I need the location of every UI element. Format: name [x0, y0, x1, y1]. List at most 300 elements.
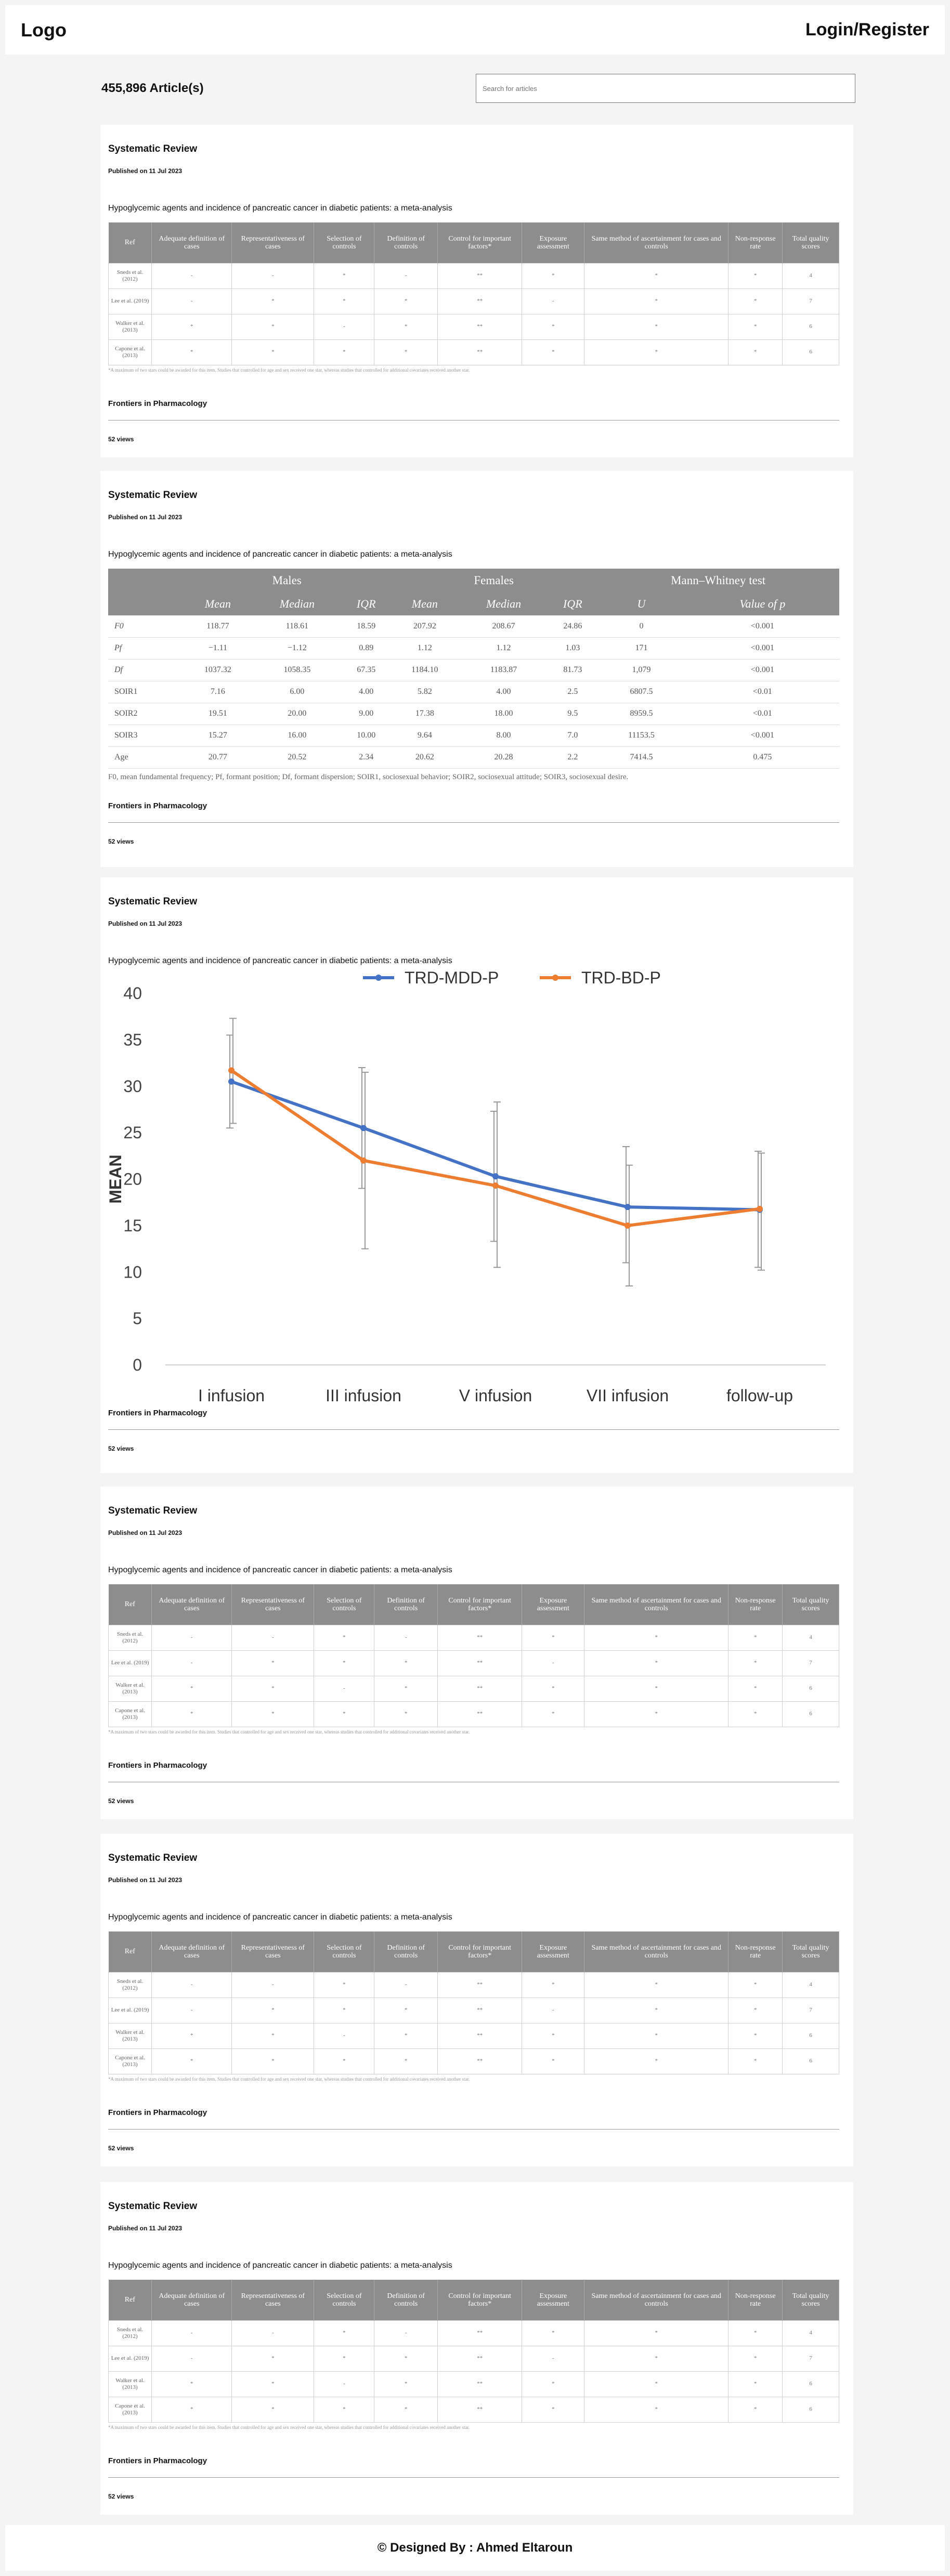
- column-header: Total quality scores: [783, 222, 839, 263]
- table-cell: -: [314, 2023, 374, 2048]
- table-row: [109, 339, 839, 365]
- legend-marker: [375, 975, 382, 981]
- table-cell: *: [314, 263, 374, 288]
- table-cell: Capone et al. (2013): [109, 2048, 152, 2074]
- column-header: Non-response rate: [728, 2280, 783, 2320]
- column-header: Ref: [109, 222, 152, 263]
- table-cell: **: [438, 1701, 522, 1727]
- table-cell: 8959.5: [597, 703, 685, 725]
- column-header: Same method of ascertainment for cases and controls: [584, 2280, 728, 2320]
- table-cell: 1058.35: [252, 659, 342, 681]
- divider: [108, 2477, 839, 2478]
- table-cell: *: [584, 2397, 728, 2422]
- table-row: [109, 1972, 839, 1997]
- view-count: 52 views: [108, 2145, 134, 2152]
- table-cell: *: [374, 339, 438, 365]
- table-cell: 81.73: [549, 659, 597, 681]
- table-cell: -: [314, 2371, 374, 2397]
- table-cell: 0.475: [686, 746, 839, 768]
- legend-label: TRD-MDD-P: [405, 968, 499, 987]
- table-cell: *: [374, 2023, 438, 2048]
- table-row: [108, 681, 839, 703]
- table-cell: *: [522, 2048, 584, 2074]
- table-cell: *: [728, 263, 783, 288]
- column-header: Control for important factors*: [438, 1931, 522, 1972]
- row-label: Pf: [108, 637, 183, 659]
- x-tick-label: V infusion: [459, 1386, 532, 1405]
- column-header: Total quality scores: [783, 2280, 839, 2320]
- article-title[interactable]: Hypoglycemic agents and incidence of pancreatic cancer in diabetic patients: a meta-analysis: [108, 2261, 452, 2270]
- table-footnote: *A maximum of two stars could be awarded for this item. Studies that controlled for age and sex received one star, whereas studies that controlled for additional covariates received another star.: [108, 2424, 470, 2430]
- table-cell: -: [314, 1676, 374, 1701]
- column-header: Definition of controls: [374, 2280, 438, 2320]
- journal-name[interactable]: Frontiers in Pharmacology: [108, 1409, 207, 1417]
- column-header: Adequate definition of cases: [152, 1584, 232, 1625]
- table-cell: *: [584, 2346, 728, 2371]
- table-cell: *: [584, 1997, 728, 2023]
- table-cell: Lee et al. (2019): [109, 288, 152, 314]
- table-row: [109, 1676, 839, 1701]
- table-cell: *: [374, 2346, 438, 2371]
- article-card[interactable]: [100, 1834, 853, 2166]
- voice-measures-table: [108, 569, 839, 769]
- article-card[interactable]: [100, 2182, 853, 2515]
- article-figure: [108, 970, 839, 1404]
- table-cell: 6: [783, 1701, 839, 1727]
- table-cell: *: [728, 1701, 783, 1727]
- table-cell: 1.12: [459, 637, 549, 659]
- table-cell: Capone et al. (2013): [109, 2397, 152, 2422]
- table-cell: <0.001: [686, 659, 839, 681]
- table-cell: −1.11: [183, 637, 252, 659]
- group-header: Males: [183, 569, 391, 592]
- table-footnote: *A maximum of two stars could be awarded for this item. Studies that controlled for age and sex received one star, whereas studies that controlled for additional covariates received another star.: [108, 367, 470, 373]
- table-cell: 2.34: [342, 746, 391, 768]
- column-header: Exposure assessment: [522, 1584, 584, 1625]
- table-cell: 6: [783, 2048, 839, 2074]
- table-row: [108, 703, 839, 725]
- table-cell: *: [584, 1676, 728, 1701]
- table-cell: **: [438, 2023, 522, 2048]
- table-cell: *: [152, 2023, 232, 2048]
- table-row: [109, 288, 839, 314]
- table-cell: 6807.5: [597, 681, 685, 703]
- table-cell: *: [152, 339, 232, 365]
- table-cell: *: [232, 288, 314, 314]
- table-cell: Walker et al. (2013): [109, 314, 152, 339]
- table-cell: *: [374, 2397, 438, 2422]
- footer-credit: © Designed By : Ahmed Eltaroun: [377, 2541, 573, 2555]
- table-cell: *: [522, 263, 584, 288]
- table-cell: 18.59: [342, 615, 391, 637]
- table-cell: 6: [783, 2371, 839, 2397]
- table-row: [109, 1997, 839, 2023]
- column-header: Control for important factors*: [438, 222, 522, 263]
- table-row: [109, 2346, 839, 2371]
- table-cell: 1,079: [597, 659, 685, 681]
- table-cell: *: [522, 339, 584, 365]
- column-header: Exposure assessment: [522, 2280, 584, 2320]
- row-label: SOIR1: [108, 681, 183, 703]
- table-cell: 6.00: [252, 681, 342, 703]
- article-title[interactable]: Hypoglycemic agents and incidence of pancreatic cancer in diabetic patients: a meta-analysis: [108, 1913, 452, 1922]
- table-row: [108, 725, 839, 746]
- table-cell: 6: [783, 339, 839, 365]
- table-cell: *: [314, 1625, 374, 1650]
- journal-name[interactable]: Frontiers in Pharmacology: [108, 801, 207, 810]
- table-cell: *: [728, 1625, 783, 1650]
- table-cell: **: [438, 2320, 522, 2346]
- column-header: Total quality scores: [783, 1931, 839, 1972]
- table-cell: *: [728, 2320, 783, 2346]
- table-cell: **: [438, 339, 522, 365]
- article-type: Systematic Review: [108, 2201, 198, 2212]
- table-cell: 4: [783, 1625, 839, 1650]
- table-cell: 24.86: [549, 615, 597, 637]
- table-cell: *: [728, 2023, 783, 2048]
- data-point: [757, 1206, 763, 1212]
- divider: [108, 2129, 839, 2130]
- table-cell: Sneds et al. (2012): [109, 263, 152, 288]
- journal-name[interactable]: Frontiers in Pharmacology: [108, 1761, 207, 1770]
- table-cell: *: [522, 2397, 584, 2422]
- table-header-row: [109, 1584, 839, 1625]
- table-cell: 118.61: [252, 615, 342, 637]
- table-cell: **: [438, 2346, 522, 2371]
- divider: [108, 822, 839, 823]
- table-cell: Walker et al. (2013): [109, 1676, 152, 1701]
- table-cell: 7: [783, 1650, 839, 1676]
- table-cell: 11153.5: [597, 725, 685, 746]
- table-cell: 6: [783, 1676, 839, 1701]
- search-input[interactable]: [476, 74, 855, 103]
- table-cell: *: [152, 2048, 232, 2074]
- table-cell: *: [152, 314, 232, 339]
- article-card[interactable]: [100, 1487, 853, 1819]
- article-type: Systematic Review: [108, 1852, 198, 1863]
- column-header: Selection of controls: [314, 1584, 374, 1625]
- table-cell: 118.77: [183, 615, 252, 637]
- table-row: [109, 1625, 839, 1650]
- x-tick-label: follow-up: [726, 1386, 793, 1405]
- table-row: [109, 2048, 839, 2074]
- article-title[interactable]: Hypoglycemic agents and incidence of pancreatic cancer in diabetic patients: a meta-analysis: [108, 1566, 452, 1574]
- table-cell: 7.0: [549, 725, 597, 746]
- table-cell: -: [374, 1625, 438, 1650]
- journal-name[interactable]: Frontiers in Pharmacology: [108, 399, 207, 408]
- table-cell: *: [152, 2397, 232, 2422]
- column-header: Non-response rate: [728, 1584, 783, 1625]
- table-cell: *: [522, 1676, 584, 1701]
- column-header: Ref: [109, 2280, 152, 2320]
- table-cell: *: [584, 1650, 728, 1676]
- article-type: Systematic Review: [108, 143, 198, 154]
- table-cell: *: [374, 1997, 438, 2023]
- table-cell: <0.001: [686, 615, 839, 637]
- view-count: 52 views: [108, 1797, 134, 1805]
- table-cell: 10.00: [342, 725, 391, 746]
- journal-name[interactable]: Frontiers in Pharmacology: [108, 2456, 207, 2465]
- table-cell: **: [438, 288, 522, 314]
- table-cell: *: [584, 1972, 728, 1997]
- quality-table: [108, 1931, 839, 2074]
- table-cell: *: [232, 2371, 314, 2397]
- table-footnote: *A maximum of two stars could be awarded for this item. Studies that controlled for age and sex received one star, whereas studies that controlled for additional covariates received another star.: [108, 1729, 470, 1734]
- column-header: IQR: [549, 592, 597, 615]
- table-cell: *: [232, 1701, 314, 1727]
- table-cell: 0.89: [342, 637, 391, 659]
- data-point: [624, 1204, 631, 1210]
- table-cell: −1.12: [252, 637, 342, 659]
- journal-name[interactable]: Frontiers in Pharmacology: [108, 2108, 207, 2117]
- article-figure: [108, 2280, 839, 2430]
- table-cell: *: [232, 314, 314, 339]
- article-title[interactable]: Hypoglycemic agents and incidence of pancreatic cancer in diabetic patients: a meta-analysis: [108, 550, 452, 559]
- data-point: [228, 1079, 235, 1085]
- column-header: Exposure assessment: [522, 1931, 584, 1972]
- article-title[interactable]: Hypoglycemic agents and incidence of pancreatic cancer in diabetic patients: a meta-analysis: [108, 204, 452, 213]
- table-cell: *: [232, 1997, 314, 2023]
- table-cell: *: [522, 1625, 584, 1650]
- table-cell: -: [232, 1625, 314, 1650]
- table-cell: 1.12: [391, 637, 459, 659]
- table-cell: *: [314, 2397, 374, 2422]
- column-header: Definition of controls: [374, 1584, 438, 1625]
- article-count: 455,896 Article(s): [101, 81, 204, 95]
- legend-label: TRD-BD-P: [581, 968, 661, 987]
- table-cell: **: [438, 1997, 522, 2023]
- table-cell: *: [314, 1701, 374, 1727]
- table-cell: *: [728, 314, 783, 339]
- table-cell: -: [152, 1650, 232, 1676]
- table-cell: 4: [783, 2320, 839, 2346]
- table-row: [108, 637, 839, 659]
- table-cell: 7414.5: [597, 746, 685, 768]
- row-label: Df: [108, 659, 183, 681]
- article-card[interactable]: [100, 471, 853, 867]
- table-cell: Lee et al. (2019): [109, 1650, 152, 1676]
- column-header: Selection of controls: [314, 222, 374, 263]
- column-header: Non-response rate: [728, 1931, 783, 1972]
- table-cell: 19.51: [183, 703, 252, 725]
- table-row: [109, 263, 839, 288]
- column-header: Representativeness of cases: [232, 2280, 314, 2320]
- table-cell: 4.00: [342, 681, 391, 703]
- table-cell: 20.00: [252, 703, 342, 725]
- table-cell: *: [152, 1701, 232, 1727]
- table-cell: *: [232, 339, 314, 365]
- table-cell: 1184.10: [391, 659, 459, 681]
- table-cell: Lee et al. (2019): [109, 1997, 152, 2023]
- article-figure: [108, 1931, 839, 2082]
- table-cell: -: [152, 263, 232, 288]
- table-cell: *: [584, 339, 728, 365]
- footer: [5, 2525, 945, 2571]
- table-cell: *: [522, 2371, 584, 2397]
- table-row: [109, 2320, 839, 2346]
- table-cell: *: [232, 2023, 314, 2048]
- table-cell: 7: [783, 2346, 839, 2371]
- article-card[interactable]: [100, 877, 853, 1473]
- table-cell: -: [152, 1625, 232, 1650]
- table-cell: *: [522, 2023, 584, 2048]
- table-cell: 4: [783, 263, 839, 288]
- blank-header: [108, 569, 183, 592]
- table-cell: **: [438, 263, 522, 288]
- table-cell: 9.00: [342, 703, 391, 725]
- table-cell: 1183.87: [459, 659, 549, 681]
- quality-table: [108, 2280, 839, 2423]
- column-header: Control for important factors*: [438, 1584, 522, 1625]
- column-header: Ref: [109, 1584, 152, 1625]
- table-cell: <0.001: [686, 637, 839, 659]
- table-cell: *: [232, 2346, 314, 2371]
- table-row: [109, 1650, 839, 1676]
- table-cell: <0.01: [686, 703, 839, 725]
- published-date: Published on 11 Jul 2023: [108, 167, 183, 175]
- table-cell: 7: [783, 288, 839, 314]
- table-row: [108, 615, 839, 637]
- article-title[interactable]: Hypoglycemic agents and incidence of pancreatic cancer in diabetic patients: a meta-analysis: [108, 956, 452, 965]
- table-cell: Walker et al. (2013): [109, 2371, 152, 2397]
- column-header: Definition of controls: [374, 222, 438, 263]
- table-cell: 17.38: [391, 703, 459, 725]
- table-row: [108, 746, 839, 768]
- blank-header: [108, 592, 183, 615]
- table-cell: *: [522, 1972, 584, 1997]
- table-cell: *: [584, 2048, 728, 2074]
- table-cell: Lee et al. (2019): [109, 2346, 152, 2371]
- quality-table: [108, 222, 839, 365]
- column-header: Median: [459, 592, 549, 615]
- column-header: Mean: [391, 592, 459, 615]
- column-header: Non-response rate: [728, 222, 783, 263]
- table-cell: 67.35: [342, 659, 391, 681]
- table-cell: 2.2: [549, 746, 597, 768]
- table-row: [109, 1701, 839, 1727]
- table-cell: -: [314, 314, 374, 339]
- table-cell: 16.00: [252, 725, 342, 746]
- row-label: SOIR3: [108, 725, 183, 746]
- table-cell: <0.001: [686, 725, 839, 746]
- table-cell: <0.01: [686, 681, 839, 703]
- table-cell: *: [728, 339, 783, 365]
- y-tick-label: 0: [133, 1356, 142, 1374]
- article-figure: [108, 1584, 839, 1734]
- login-register-link[interactable]: Login/Register: [805, 20, 929, 40]
- column-header: Ref: [109, 1931, 152, 1972]
- table-cell: -: [522, 1650, 584, 1676]
- table-cell: 7.16: [183, 681, 252, 703]
- table-cell: *: [728, 2371, 783, 2397]
- table-cell: *: [584, 1701, 728, 1727]
- line-chart: [106, 968, 839, 1405]
- table-cell: **: [438, 2397, 522, 2422]
- table-cell: *: [584, 2320, 728, 2346]
- logo[interactable]: Logo: [21, 19, 67, 41]
- y-tick-label: 25: [123, 1123, 142, 1142]
- table-cell: *: [152, 1676, 232, 1701]
- table-cell: 6: [783, 2023, 839, 2048]
- column-header: U: [597, 592, 685, 615]
- table-cell: **: [438, 2371, 522, 2397]
- table-cell: *: [232, 2397, 314, 2422]
- table-footnote: *A maximum of two stars could be awarded for this item. Studies that controlled for age and sex received one star, whereas studies that controlled for additional covariates received another star.: [108, 2076, 470, 2082]
- column-header: Definition of controls: [374, 1931, 438, 1972]
- table-cell: *: [374, 2048, 438, 2074]
- column-header: Representativeness of cases: [232, 1931, 314, 1972]
- table-cell: *: [584, 2371, 728, 2397]
- table-cell: 4: [783, 1972, 839, 1997]
- table-cell: *: [584, 314, 728, 339]
- table-cell: 5.82: [391, 681, 459, 703]
- divider: [108, 1429, 839, 1430]
- table-cell: -: [522, 288, 584, 314]
- series-line-TRD-BD-P: [231, 1070, 760, 1226]
- table-cell: *: [314, 2346, 374, 2371]
- row-label: Age: [108, 746, 183, 768]
- table-group-header-row: [108, 569, 839, 592]
- table-cell: Sneds et al. (2012): [109, 2320, 152, 2346]
- table-cell: -: [522, 2346, 584, 2371]
- column-header: Representativeness of cases: [232, 222, 314, 263]
- table-cell: 207.92: [391, 615, 459, 637]
- table-cell: *: [314, 2320, 374, 2346]
- table-cell: -: [152, 2346, 232, 2371]
- column-header: Representativeness of cases: [232, 1584, 314, 1625]
- table-cell: *: [522, 2320, 584, 2346]
- table-cell: 18.00: [459, 703, 549, 725]
- article-figure: [108, 569, 839, 782]
- table-cell: Sneds et al. (2012): [109, 1625, 152, 1650]
- table-cell: -: [522, 1997, 584, 2023]
- table-cell: *: [522, 1701, 584, 1727]
- table-header-row: [109, 1931, 839, 1972]
- table-cell: **: [438, 2048, 522, 2074]
- quality-table: [108, 1584, 839, 1727]
- article-card[interactable]: [100, 125, 853, 457]
- view-count: 52 views: [108, 436, 134, 443]
- row-label: F0: [108, 615, 183, 637]
- table-cell: 20.77: [183, 746, 252, 768]
- y-tick-label: 15: [123, 1216, 142, 1235]
- table-cell: Walker et al. (2013): [109, 2023, 152, 2048]
- table-cell: *: [728, 1997, 783, 2023]
- table-cell: 9.64: [391, 725, 459, 746]
- table-cell: 20.52: [252, 746, 342, 768]
- table-cell: *: [314, 1997, 374, 2023]
- data-point: [492, 1173, 499, 1179]
- view-count: 52 views: [108, 838, 134, 845]
- table-sub-header-row: [108, 592, 839, 615]
- data-point: [492, 1182, 499, 1189]
- table-cell: *: [584, 288, 728, 314]
- table-cell: *: [232, 2048, 314, 2074]
- y-tick-label: 5: [133, 1309, 142, 1328]
- table-cell: **: [438, 314, 522, 339]
- published-date: Published on 11 Jul 2023: [108, 1529, 183, 1536]
- x-tick-label: I infusion: [198, 1386, 265, 1405]
- column-header: Mean: [183, 592, 252, 615]
- group-header: Mann–Whitney test: [597, 569, 839, 592]
- legend-marker: [552, 975, 558, 981]
- column-header: Median: [252, 592, 342, 615]
- table-cell: *: [314, 1650, 374, 1676]
- table-cell: -: [152, 2320, 232, 2346]
- table-cell: -: [232, 263, 314, 288]
- series-line-TRD-MDD-P: [231, 1082, 760, 1210]
- published-date: Published on 11 Jul 2023: [108, 2225, 183, 2232]
